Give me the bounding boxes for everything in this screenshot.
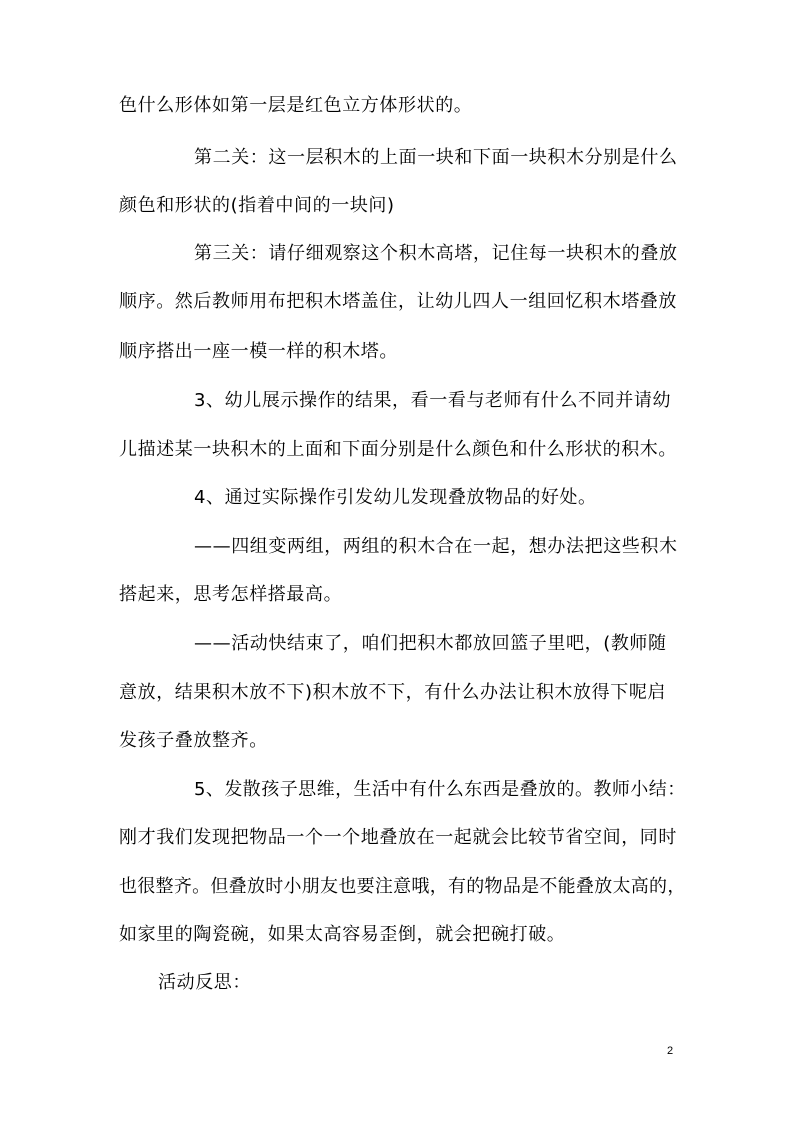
text-line: 儿描述某一块积木的上面和下面分别是什么颜色和什么形状的积木。 [119,439,677,460]
text-line: 色什么形体如第一层是红色立方体形状的。 [119,95,473,116]
text-line: 搭起来，思考怎样搭最高。 [119,584,343,605]
text-line: 意放，结果积木放不下)积木放不下，有什么办法让积木放得下呢启 [119,682,667,703]
page-number: 2 [667,1045,674,1057]
text-line: 如家里的陶瓷碗，如果太高容易歪倒，就会把碗打破。 [119,924,566,945]
text-line: 3、幼儿展示操作的结果，看一看与老师有什么不同并请幼 [194,390,672,411]
text-line: 颜色和形状的(指着中间的一块问) [119,195,395,216]
text-line: 刚才我们发现把物品一个一个地叠放在一起就会比较节省空间，同时 [119,827,677,848]
text-line: ——活动快结束了，咱们把积木都放回篮子里吧，(教师随 [194,633,667,654]
text-line: 第三关：请仔细观察这个积木高塔，记住每一块积木的叠放 [194,243,678,264]
text-line: 5、发散孩子思维，生活中有什么东西是叠放的。教师小结： [194,779,686,800]
text-line: ——四组变两组，两组的积木合在一起，想办法把这些积木 [194,536,678,557]
text-line: 顺序。然后教师用布把积木塔盖住，让幼儿四人一组回忆积木塔叠放 [119,291,677,312]
text-line: 顺序搭出一座一模一样的积木塔。 [119,341,398,362]
text-line: 也很整齐。但叠放时小朋友也要注意哦，有的物品是不能叠放太高的， [119,876,686,897]
text-line: 发孩子叠放整齐。 [119,730,268,751]
text-line: 第二关：这一层积木的上面一块和下面一块积木分别是什么 [194,147,678,168]
section-heading: 活动反思： [158,972,251,993]
text-line: 4、通过实际操作引发幼儿发现叠放物品的好处。 [194,487,597,508]
